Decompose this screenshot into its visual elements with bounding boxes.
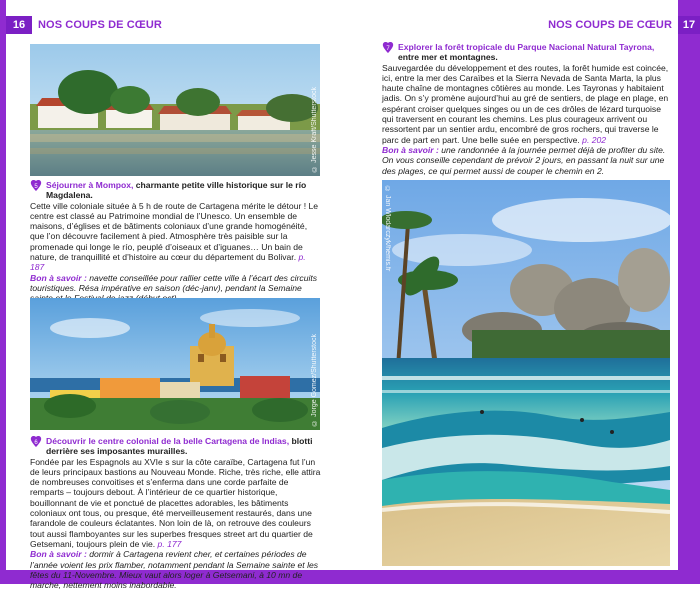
photo-credit: © Jan Wlodarczyk/hemis.fr [384,186,391,272]
svg-text:5: 5 [34,184,38,190]
item-5-title-highlight: Séjourner à Mompox, [46,180,134,190]
item-6-title-highlight: Découvrir le centre colonial de la belle Cartagena de Indias, [46,436,290,446]
left-edge-band [0,0,6,584]
item-5-title [30,180,322,201]
item-7-page-ref[interactable]: p. 202 [582,134,607,145]
right-section-title: NOS COUPS DE CŒUR [548,19,672,31]
item-6-page-ref[interactable]: p. 177 [157,538,182,549]
item-6-body: Fondée par les Espagnols au XVIe s sur la côte caraïbe, Cartagena fut l’un de leurs principaux bastions au Nouveau Monde. Riche, très riche, elle attira de nombreuses convoitises et s’enferma dans une corde parfaite de remparts – toujours debout. À l’intérieur de ce quartier historique, bouillonnant de vie et ponctué de placettes adorables, les bâtiments coloniaux ont tous, ou presque, été merveilleusement restaurés, dans une farandole de couleurs éclatantes. Non loin de là, on retrouve des couleurs tout aussi flamboyantes sur les superbes fresques street art du quartier de Getsemani, toujours plein de vie. p. 177 [30,456,321,549]
item-6-tip: Bon à savoir : dormir à Cartagena revient cher, et certaines périodes de l’année voient les prix flamber, notamment pendant la Semaine sainte et les fêtes du 11-Novembre. Mieux vaut alors loger à Getsemani, à 10 mn de marche, nettement moins inabordable. [30,549,319,590]
left-page-header [6,16,168,34]
item-7-tip: Bon à savoir : une randonnée à la journée permet déjà de profiter du site. On vous conseille cependant de prévoir 2 jours, en passant la nuit sur une des plages, ce qui permet aussi de couper le chemin en 2. [382,144,666,176]
photo-credit: © Jorge Gomez/Shutterstock [311,334,318,426]
left-section-title: NOS COUPS DE CŒUR [38,19,162,31]
item-5-block [30,180,322,304]
mompox-photo-illustration [30,44,320,176]
item-7-title-highlight: Explorer la forêt tropicale du Parque Nacional Natural Tayrona, [398,42,655,52]
item-7-body: Sauvegardée du développement et des routes, la forêt humide est coincée, ici, entre la mer des Caraïbes et la Sierra Nevada de Santa Marta, la plus haute chaîne de montagnes côtières au monde. Les Tayronas y habitaient jadis. On s’y promène aujourd’hui au gré de sentiers, de plage en plage, en espérant croiser quelques singes ou un de ces drôles de lézard turquoise qui traversent en courant les chemins. Les plus courageux arrivent ou ressortent par un sentier ardu, encombré de gros rochers, qui traverse le parc de part en part. Une belle suée en perspective. p. 202 [382,62,669,145]
item-6-block [30,436,322,590]
tayrona-photo-illustration [382,180,670,566]
cartagena-skyline-photo [30,298,320,430]
item-7-title-rest: entre mer et montagnes. [398,52,498,63]
right-page-header [542,16,700,34]
photo-credit: © Jesse Kraft/Shutterstock [311,87,318,172]
item-5-title-rest: charmante petite ville historique sur le río Magdalena. [46,180,307,201]
svg-text:7: 7 [386,46,390,52]
tayrona-beach-photo [382,180,670,566]
right-page-number: 17 [678,16,700,34]
item-5-page-ref[interactable]: p. 187 [30,252,306,273]
item-5-tip: Bon à savoir : navette conseillée pour rallier cette ville à l’écart des circuits touristiques. Résa impérative en saison (déc-janv), pendant la Semaine [30,272,318,293]
cartagena-photo-illustration [30,298,320,430]
item-6-title-rest: blotti derrière ses imposantes murailles. [46,436,313,457]
item-7-block [382,42,672,176]
mompox-waterfront-photo [30,44,320,176]
right-edge-band [678,0,700,584]
item-6-title [30,436,322,457]
svg-text:6: 6 [34,440,38,446]
left-page-number: 16 [6,16,32,34]
item-5-body: Cette ville coloniale située à 5 h de route de Cartagena mérite le détour ! Le centre est classé au Patrimoine mondial de l’Unesco. Un ensemble de maisons, d’églises et de bâtiments coloniaux d’une grande homogénéité, que l’on découvre facilement à pied. Atmosphère très paisible sur la promenade qui longe le río, peuplé d’oiseaux et d’iguanes… Un bain de nature, de tranquillité et d’histoire au cœur du département du Bolivar. p. 187 [30,200,319,273]
item-7-title [382,42,672,63]
